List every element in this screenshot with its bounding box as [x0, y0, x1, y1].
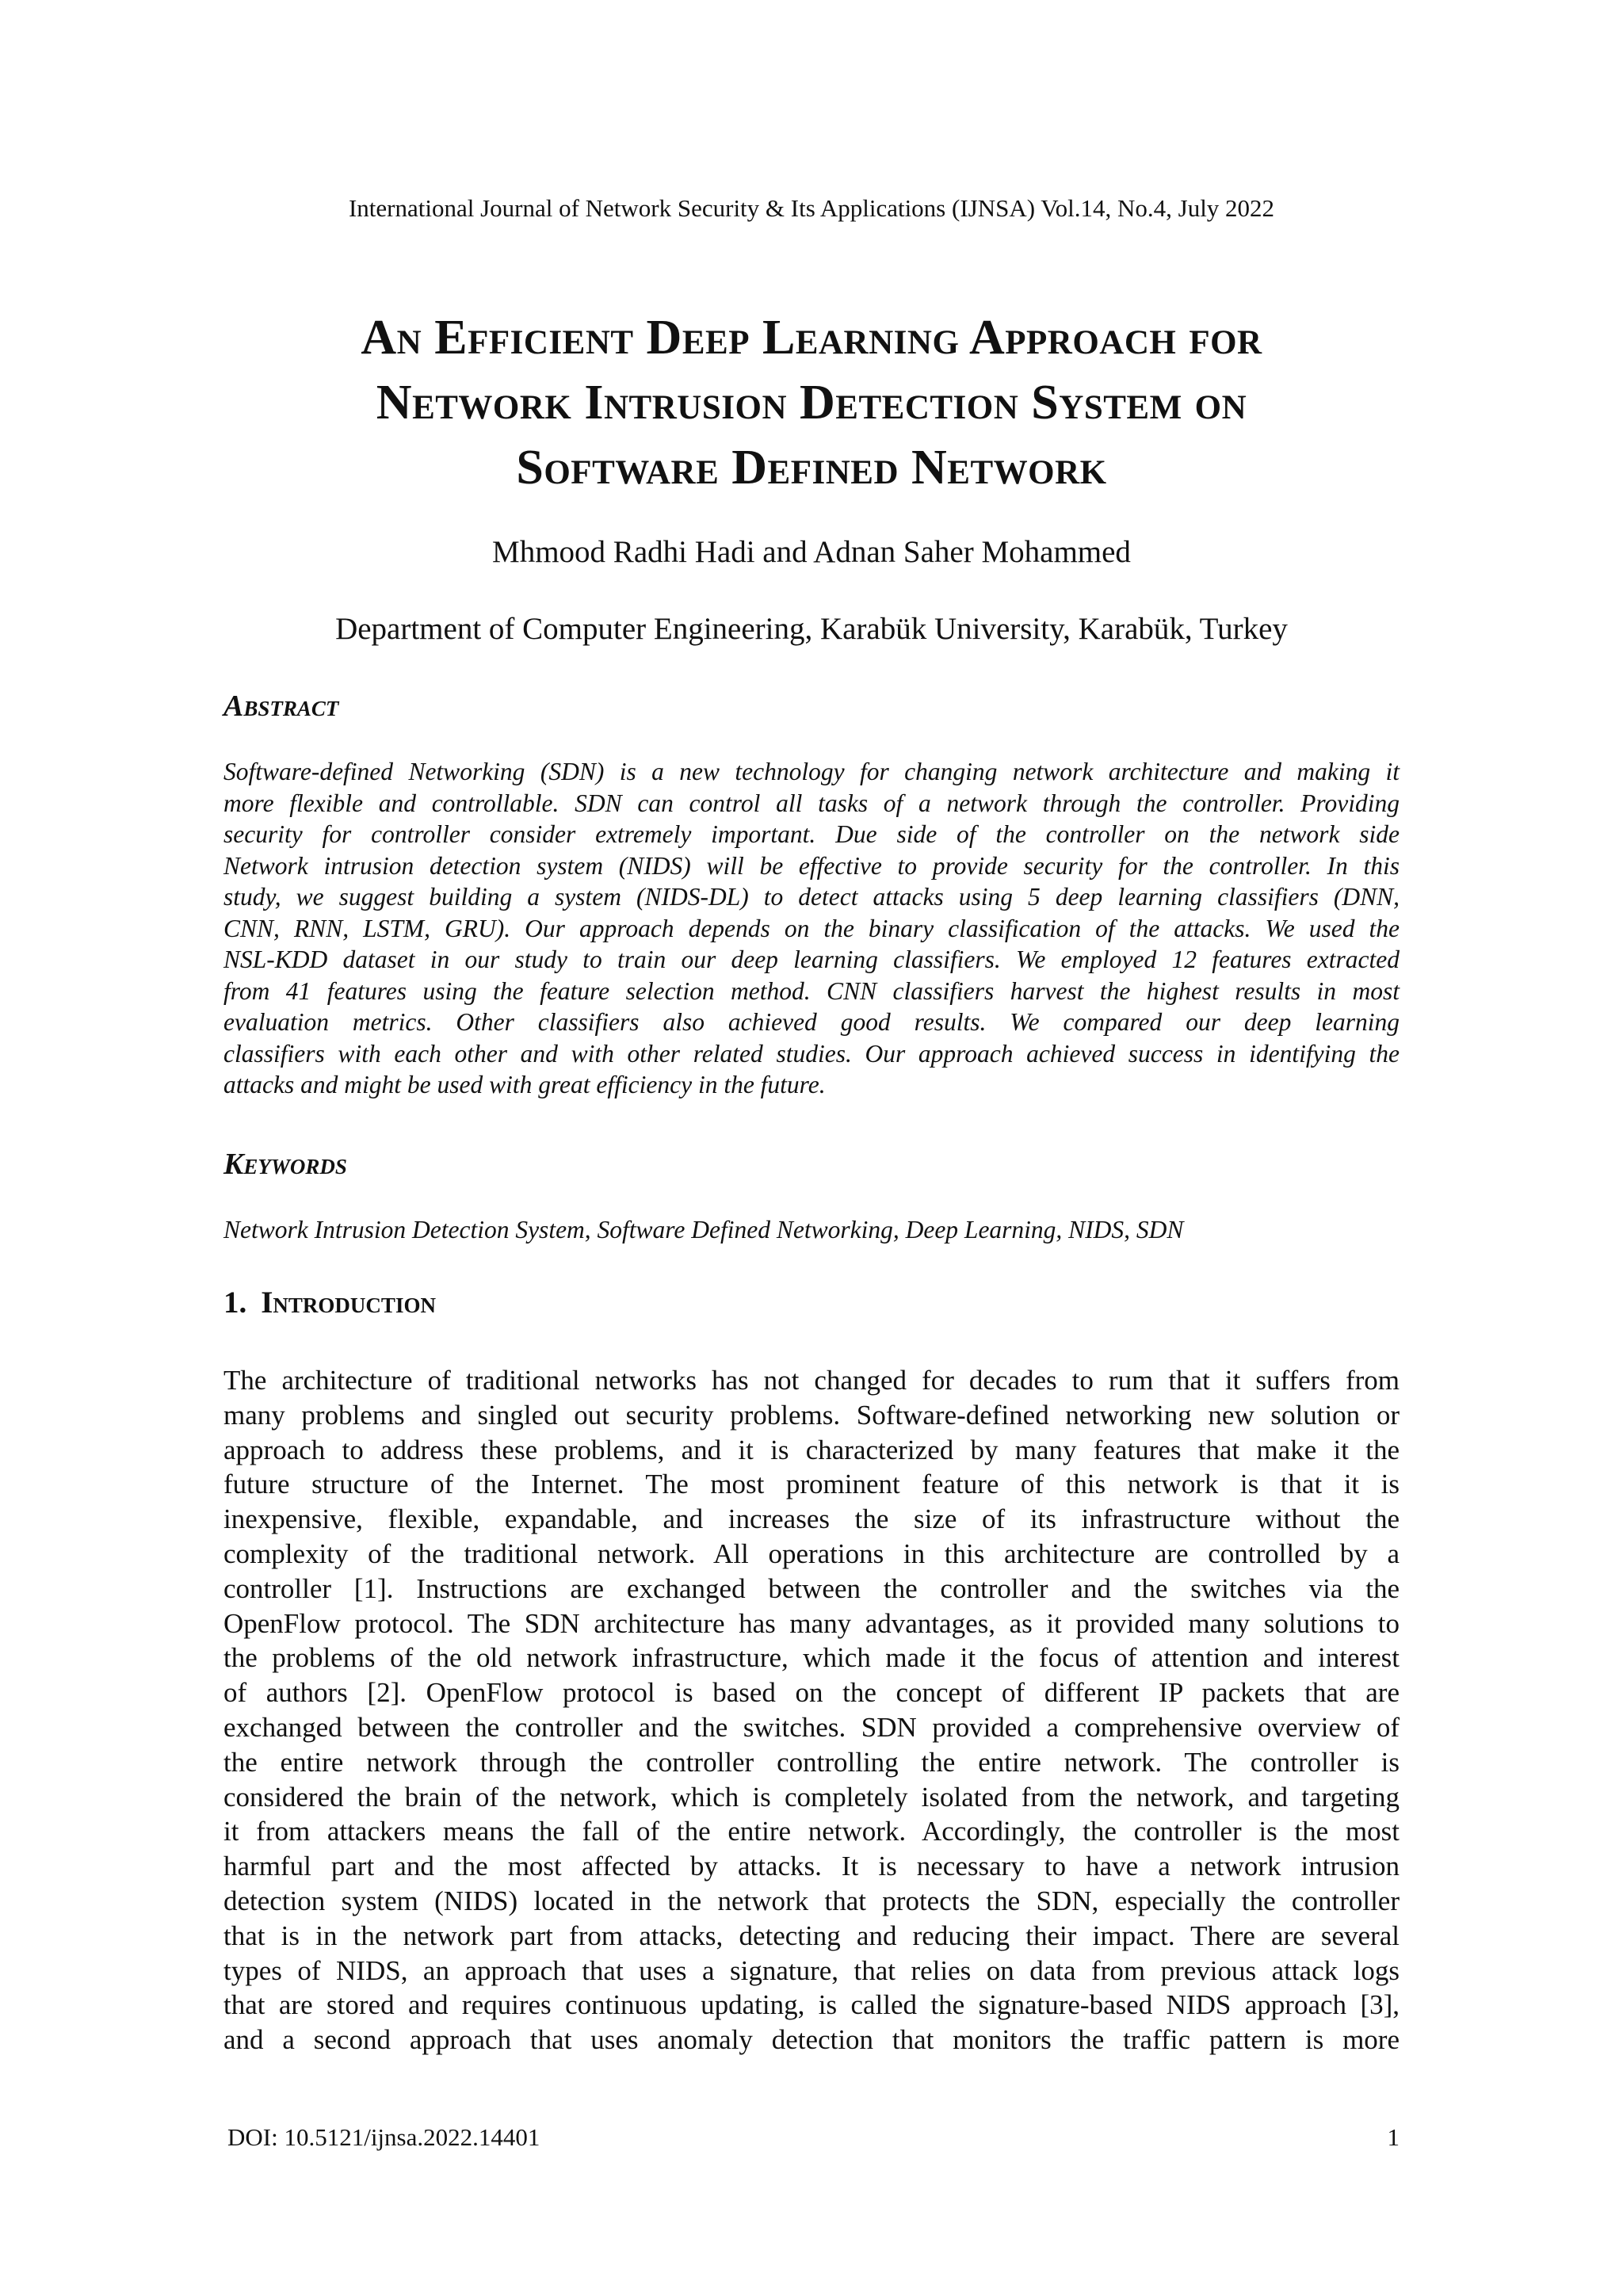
abstract-line: evaluation metrics. Other classifiers also achieved good results. We compared our deep learning — [223, 1008, 1400, 1036]
page-number: 1 — [1387, 2123, 1400, 2151]
abstract-line: security for controller consider extremely important. Due side of the controller on the network side — [223, 820, 1400, 848]
abstract-line: attacks and might be used with great efficiency in the future. — [223, 1071, 826, 1098]
body-line: inexpensive, flexible, expandable, and increases the size of its infrastructure without the — [223, 1503, 1400, 1535]
title-line: An Efficient Deep Learning Approach for — [361, 311, 1262, 365]
authors: Mhmood Radhi Hadi and Adnan Saher Mohammed — [492, 535, 1131, 569]
body-line: detection system (NIDS) located in the network that protects the SDN, especially the controller — [223, 1885, 1400, 1916]
body-line: the entire network through the controller controlling the entire network. The controller is — [223, 1746, 1400, 1778]
body-line: of authors [2]. OpenFlow protocol is based on the concept of different IP packets that are — [223, 1677, 1400, 1709]
abstract-line: Network intrusion detection system (NIDS) will be effective to provide security for the controller. In this — [223, 851, 1400, 880]
body-line: many problems and singled out security problems. Software-defined networking new solution or — [223, 1399, 1400, 1431]
body-line: the problems of the old network infrastructure, which made it the focus of attention and interest — [223, 1642, 1400, 1674]
body-line: controller [1]. Instructions are exchanged between the controller and the switches via the — [223, 1572, 1400, 1604]
footer-doi: DOI: 10.5121/ijnsa.2022.14401 — [227, 2123, 540, 2151]
body-line: it from attackers means the fall of the entire network. Accordingly, the controller is the most — [223, 1816, 1400, 1847]
section-number: 1. — [223, 1286, 247, 1320]
paper-title — [174, 305, 1449, 500]
body-line: OpenFlow protocol. The SDN architecture has many advantages, as it provided many solutions to — [223, 1607, 1400, 1639]
introduction-heading — [223, 1284, 436, 1322]
body-line: The architecture of traditional networks has not changed for decades to rum that it suffers from — [223, 1365, 1400, 1396]
body-line: exchanged between the controller and the switches. SDN provided a comprehensive overview of — [223, 1711, 1400, 1743]
body-line: that are stored and requires continuous updating, is called the signature-based NIDS approach [3], — [223, 1989, 1400, 2021]
body-line: approach to address these problems, and it is characterized by many features that make it the — [223, 1434, 1400, 1465]
body-line: harmful part and the most affected by attacks. It is necessary to have a network intrusion — [223, 1851, 1400, 1882]
abstract-line: CNN, RNN, LSTM, GRU). Our approach depends on the binary classification of the attacks. We used the — [223, 914, 1400, 942]
keywords-text: Network Intrusion Detection System, Software Defined Networking, Deep Learning, NIDS, SDN — [223, 1216, 1184, 1244]
abstract-heading: Abstract — [223, 690, 339, 723]
body-line: that is in the network part from attacks, detecting and reducing their impact. There are several — [223, 1920, 1400, 1951]
body-line: and a second approach that uses anomaly detection that monitors the traffic pattern is more — [223, 2024, 1400, 2056]
abstract-line: Software-defined Networking (SDN) is a new technology for changing network architecture and making it — [223, 758, 1400, 785]
running-header: International Journal of Network Security & Its Applications (IJNSA) Vol.14, No.4, July 2022 — [348, 194, 1275, 222]
abstract-line: classifiers with each other and with other related studies. Our approach achieved success in identifying the — [223, 1039, 1400, 1068]
affiliation: Department of Computer Engineering, Karabük University, Karabük, Turkey — [335, 612, 1288, 646]
section-title: Introduction — [261, 1286, 436, 1320]
keywords-heading: Keywords — [223, 1148, 347, 1181]
body-line: considered the brain of the network, which is completely isolated from the network, and targeting — [223, 1781, 1400, 1813]
abstract-line: from 41 features using the feature selection method. CNN classifiers harvest the highest results in most — [223, 976, 1400, 1005]
title-line: Software Defined Network — [516, 441, 1107, 495]
abstract-line: NSL-KDD dataset in our study to train our deep learning classifiers. We employed 12 features extracted — [223, 946, 1400, 973]
introduction-body — [223, 1363, 1400, 2057]
body-line: future structure of the Internet. The most prominent feature of this network is that it is — [223, 1469, 1400, 1500]
abstract-line: more flexible and controllable. SDN can control all tasks of a network through the controller. Providing — [223, 789, 1400, 817]
body-line: complexity of the traditional network. All operations in this architecture are controlled by a — [223, 1538, 1400, 1569]
title-line: Network Intrusion Detection System on — [376, 376, 1247, 430]
abstract-line: study, we suggest building a system (NIDS-DL) to detect attacks using 5 deep learning classifiers (DNN, — [223, 883, 1400, 911]
abstract-text — [223, 756, 1400, 1101]
body-line: types of NIDS, an approach that uses a signature, that relies on data from previous attack logs — [223, 1954, 1400, 1986]
